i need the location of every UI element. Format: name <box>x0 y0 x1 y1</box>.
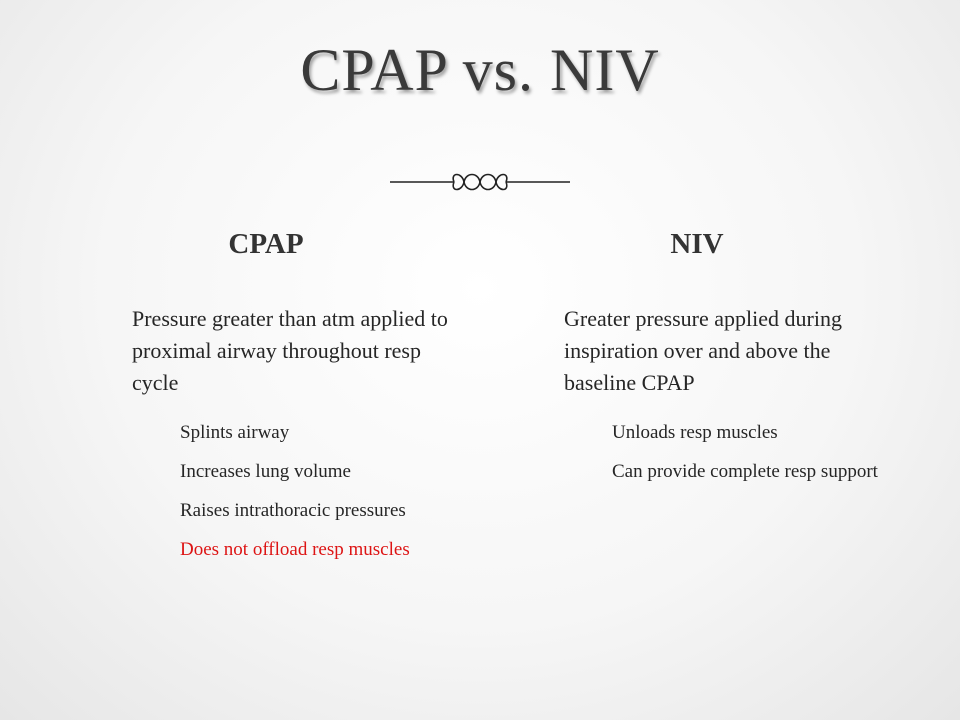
cpap-main-bullet <box>86 303 456 399</box>
list-item: Splints airway <box>180 422 290 443</box>
divider-flourish <box>390 166 570 198</box>
cpap-sub-list <box>86 419 456 564</box>
slide-title: CPAP vs. NIV <box>300 37 660 103</box>
list-item: Unloads resp muscles <box>612 422 778 443</box>
list-item-highlight: Does not offload resp muscles <box>180 539 410 560</box>
niv-column <box>518 303 893 497</box>
niv-main-bullet <box>518 303 893 399</box>
cpap-column <box>86 303 456 575</box>
list-item: Raises intrathoracic pressures <box>180 500 406 521</box>
niv-main-text: Greater pressure applied during inspiration over and above the baseline CPAP <box>564 306 842 395</box>
cpap-heading: CPAP <box>228 228 304 260</box>
niv-sub-list <box>518 419 893 486</box>
niv-heading: NIV <box>670 228 724 260</box>
list-item: Can provide complete resp support <box>612 461 878 482</box>
list-item: Increases lung volume <box>180 461 351 482</box>
cpap-main-text: Pressure greater than atm applied to proximal airway throughout resp cycle <box>132 306 448 395</box>
